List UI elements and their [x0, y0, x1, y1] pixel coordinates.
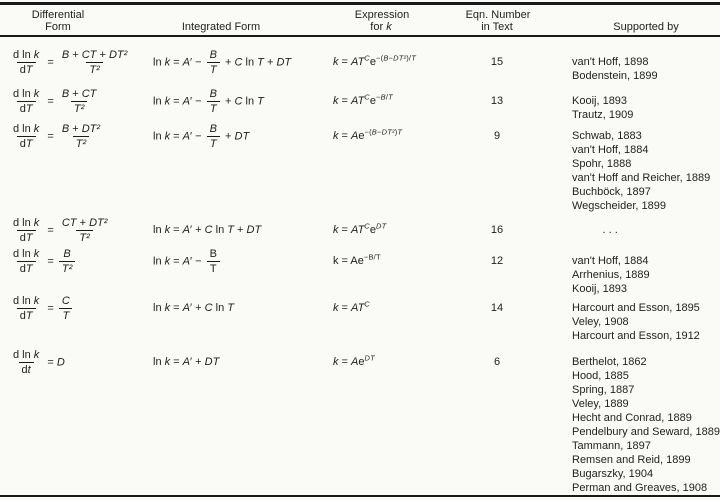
differential-form-cell: [0, 247, 150, 275]
eqn-number: 6: [493, 355, 501, 368]
expression-for-k-cell: [325, 121, 455, 151]
reference-entry: Pendelbury and Seward, 1889: [572, 426, 720, 438]
differential-formula: $\frac{\text{d ln k}}{dt}$ = D: [13, 348, 65, 376]
reference-entry: van't Hoff, 1884: [572, 255, 649, 267]
differential-formula: $\frac{\text{d ln k}}{dT}$ = $\frac{B + CT}{\text{T²}}$: [13, 87, 97, 115]
col-header-expression-line1: Expression: [354, 9, 410, 21]
reference-entry: Schwab, 1883: [572, 130, 642, 142]
eqn-number-cell: [455, 216, 539, 244]
reference-entry: Bodenstein, 1899: [572, 70, 658, 82]
expression-for-k-cell: [325, 346, 455, 378]
eqn-number-cell: [455, 294, 539, 322]
reference-entry: Remsen and Reid, 1899: [572, 454, 691, 466]
integrated-formula: ln k = A′ − $\frac{B}{T}$: [153, 248, 222, 275]
differential-form-cell: [0, 45, 150, 79]
eqn-number-cell: [455, 86, 539, 116]
reference-entry: Veley, 1908: [572, 316, 629, 328]
reference-entry: Hecht and Conrad, 1889: [572, 412, 692, 424]
supported-by-cell: [539, 247, 720, 296]
expression-for-k-cell: [325, 247, 455, 275]
supported-by-cell: [539, 45, 720, 86]
differential-formula: $\frac{\text{d ln k}}{dT}$ = $\frac{C}{T}$: [8, 295, 75, 322]
expression-for-k-cell: [325, 45, 455, 79]
differential-formula: $\frac{\text{d ln k}}{dT}$ = $\frac{B}{\text{T²}}$: [8, 248, 77, 275]
differential-formula: $\frac{\text{d ln k}}{dT}$ = $\frac{\text{B + CT + DT²}}{\text{T²}}$: [13, 48, 128, 76]
eqn-number: 12: [490, 254, 504, 267]
expression-for-k-cell: [325, 86, 455, 116]
supported-by-cell: [539, 216, 720, 247]
reference-entry: van't Hoff, 1898: [572, 56, 649, 68]
differential-form-cell: [0, 294, 150, 322]
supported-by-cell: [539, 346, 720, 495]
reference-entry: Wegscheider, 1899: [572, 200, 666, 212]
integrated-form-cell: [150, 86, 325, 116]
reference-entry: van't Hoff, 1884: [572, 144, 649, 156]
differential-formula: $\frac{\text{d ln k}}{dT}$ = $\frac{\text{CT + DT²}}{\text{T²}}$: [13, 216, 108, 244]
integrated-form-cell: [150, 45, 325, 79]
table-body: [0, 37, 720, 495]
k-expression-formula: $k = AT^C$: [333, 298, 370, 314]
differential-form-cell: [0, 346, 150, 378]
table-row: [0, 346, 720, 495]
integrated-form-cell: [150, 247, 325, 275]
table-row: [0, 216, 720, 247]
k-expression-formula: $k = AT^Ce^{DT}$: [333, 220, 387, 236]
integrated-form-cell: [150, 121, 325, 151]
integrated-form-cell: [150, 346, 325, 378]
reference-entry: Bugarszky, 1904: [572, 468, 654, 480]
supported-by-cell: [539, 121, 720, 216]
integrated-formula: ln k = A′ − $\frac{B}{T}$ + DT: [153, 122, 250, 150]
eqn-number: 14: [490, 301, 504, 314]
differential-form-cell: [0, 121, 150, 151]
reference-entry: Veley, 1889: [572, 398, 629, 410]
table-row: [0, 294, 720, 346]
expression-for-k-cell: [325, 216, 455, 244]
bottom-rule: [0, 495, 720, 497]
differential-form-cell: [0, 216, 150, 244]
integrated-formula: ln k = A′ + C ln T + DT: [153, 223, 262, 236]
reference-entry: Kooij, 1893: [572, 283, 628, 295]
eqn-number-cell: [455, 346, 539, 378]
k-expression-formula: $k = AT^Ce^{-B/T}$: [333, 91, 393, 107]
differential-form-cell: [0, 86, 150, 116]
col-header-integrated: Integrated Form: [181, 21, 261, 33]
integrated-formula: ln k = A′ + C ln T: [153, 301, 234, 314]
integrated-formula: ln k = A′ + DT: [153, 355, 220, 368]
col-header-eqn-line2: in Text: [481, 21, 513, 33]
reference-entry: Kooij, 1893: [572, 95, 628, 107]
supported-by-cell: [539, 86, 720, 122]
eqn-number: 13: [490, 94, 504, 107]
reference-entry: Spring, 1887: [572, 384, 635, 396]
reference-entry: Harcourt and Esson, 1912: [572, 330, 700, 342]
differential-formula: $\frac{\text{d ln k}}{dT}$ = $\frac{\text{B + DT²}}{\text{T²}}$: [13, 122, 101, 150]
reference-entry: Harcourt and Esson, 1895: [572, 302, 700, 314]
integrated-form-cell: [150, 216, 325, 244]
table-row: [0, 86, 720, 121]
expression-for-k-cell: [325, 294, 455, 322]
col-header-differential-line1: Differential: [31, 9, 85, 21]
eqn-number: 16: [490, 223, 504, 236]
eqn-number: 15: [490, 55, 504, 68]
reference-entry: Perman and Greaves, 1908: [572, 482, 708, 494]
table-header: [0, 5, 720, 35]
col-header-expression-line2: for k: [370, 21, 392, 33]
eqn-number-cell: [455, 45, 539, 79]
k-expression-formula: $k = Ae^{-(B-DT^2)T}$: [333, 126, 403, 142]
k-expression-formula: $k = Ae^{-B/T}$: [333, 251, 381, 267]
reference-entry: Tammann, 1897: [572, 440, 651, 452]
integrated-form-cell: [150, 294, 325, 322]
reference-entry: Berthelot, 1862: [572, 356, 647, 368]
eqn-number-cell: [455, 247, 539, 275]
reference-entry: . . .: [572, 224, 618, 236]
eqn-number-cell: [455, 121, 539, 151]
table-row: [0, 45, 720, 86]
k-expression-formula: $k = AT^Ce^{-(B-DT^2)/T}$: [333, 52, 417, 68]
integrated-formula: ln k = A′ − $\frac{B}{T}$ + C ln T: [153, 87, 264, 115]
col-header-eqn-line1: Eqn. Number: [465, 9, 531, 21]
reference-entry: Spohr, 1888: [572, 158, 632, 170]
reference-entry: van't Hoff and Reicher, 1889: [572, 172, 711, 184]
eqn-number: 9: [493, 129, 501, 142]
reference-entry: Hood, 1885: [572, 370, 629, 382]
table-row: [0, 121, 720, 216]
reference-entry: Arrhenius, 1889: [572, 269, 650, 281]
col-header-supported-by: Supported by: [613, 21, 679, 33]
col-header-differential-line2: Form: [45, 21, 71, 33]
table-row: [0, 247, 720, 294]
reference-entry: Buchböck, 1897: [572, 186, 651, 198]
k-expression-formula: $k = Ae^{DT}$: [333, 352, 375, 368]
supported-by-cell: [539, 294, 720, 346]
integrated-formula: ln k = A′ − $\frac{B}{T}$ + C ln T + DT: [153, 48, 292, 76]
reference-entry: Trautz, 1909: [572, 109, 634, 121]
